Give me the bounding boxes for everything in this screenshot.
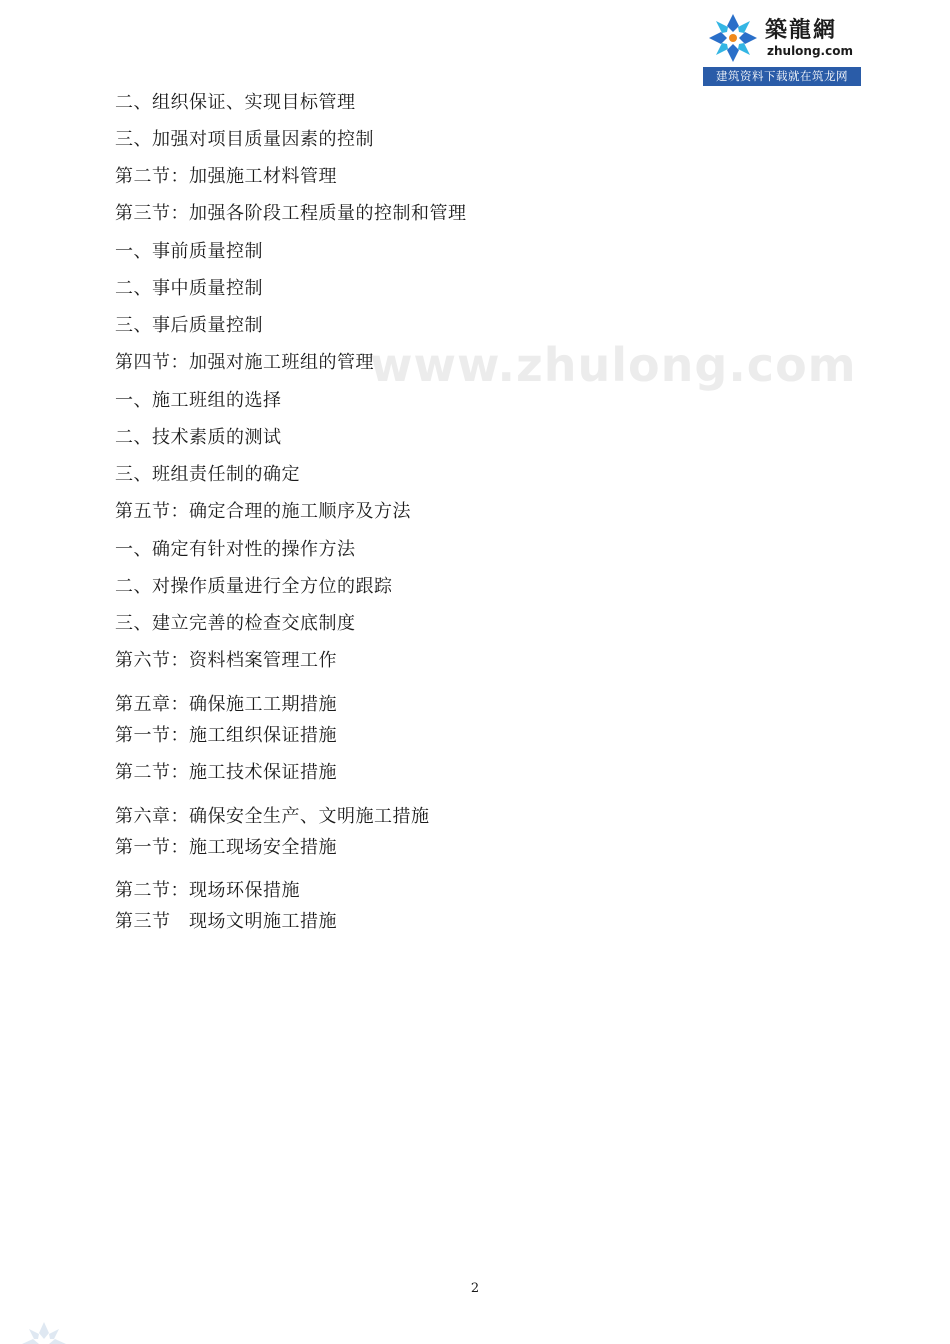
toc-line: 第一节：施工组织保证措施 <box>115 725 337 746</box>
toc-line: 第二节：加强施工材料管理 <box>115 166 337 187</box>
toc-line: 三、建立完善的检查交底制度 <box>115 613 356 634</box>
toc-line: 第三节 现场文明施工措施 <box>115 911 337 932</box>
toc-line: 二、事中质量控制 <box>115 278 263 299</box>
logo-name-cn: 築龍網 <box>765 17 838 43</box>
toc-line: 第一节：施工现场安全措施 <box>115 837 337 858</box>
toc-line: 一、事前质量控制 <box>115 241 263 262</box>
toc-line: 三、班组责任制的确定 <box>115 464 300 485</box>
toc-line: 第二节：现场环保措施 <box>115 880 300 901</box>
logo-top <box>703 10 861 66</box>
toc-line: 三、事后质量控制 <box>115 315 263 336</box>
toc-line: 第二节：施工技术保证措施 <box>115 762 337 783</box>
toc-line: 二、对操作质量进行全方位的跟踪 <box>115 576 393 597</box>
logo-domain: zhulong.com <box>767 44 853 58</box>
snowflake-logo-icon <box>705 12 761 64</box>
toc-line: 一、确定有针对性的操作方法 <box>115 539 356 560</box>
toc-line: 第五章：确保施工工期措施 <box>115 694 337 715</box>
toc-line: 第四节：加强对施工班组的管理 <box>115 352 374 373</box>
watermark: www.zhulong.com <box>370 338 857 392</box>
faint-snowflake-icon <box>20 1318 68 1344</box>
logo-tagline: 建筑资料下载就在筑龙网 <box>703 67 861 86</box>
toc-line: 二、技术素质的测试 <box>115 427 282 448</box>
toc-line: 第六节：资料档案管理工作 <box>115 650 337 671</box>
toc-line: 第三节：加强各阶段工程质量的控制和管理 <box>115 203 467 224</box>
toc-line: 三、加强对项目质量因素的控制 <box>115 129 374 150</box>
toc-line: 二、组织保证、实现目标管理 <box>115 92 356 113</box>
toc-line: 第六章：确保安全生产、文明施工措施 <box>115 806 430 827</box>
toc-line: 第五节：确定合理的施工顺序及方法 <box>115 501 411 522</box>
page-number: 2 <box>470 1281 480 1296</box>
zhulong-logo <box>703 10 861 86</box>
toc-line: 一、施工班组的选择 <box>115 390 282 411</box>
